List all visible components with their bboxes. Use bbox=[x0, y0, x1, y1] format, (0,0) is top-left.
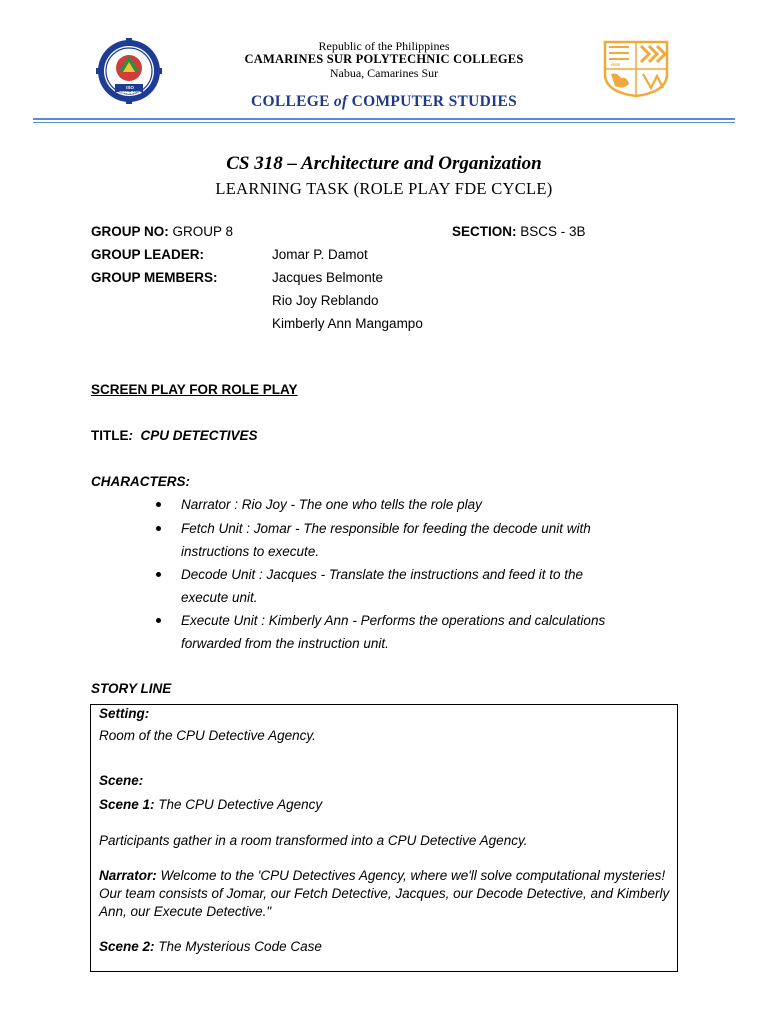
republic-line: Republic of the Philippines bbox=[318, 39, 450, 53]
character-item bbox=[160, 563, 700, 609]
group-member: Jacques Belmonte bbox=[272, 270, 384, 285]
bullet-icon bbox=[156, 618, 161, 623]
rise-label: RISE bbox=[611, 62, 621, 67]
group-no-value: GROUP 8 bbox=[168, 224, 234, 239]
department-name bbox=[0, 93, 768, 111]
section-label: SECTION: bbox=[452, 224, 517, 239]
bullet-icon bbox=[156, 502, 161, 507]
department-pre: COLLEGE bbox=[250, 93, 334, 110]
narrator-row bbox=[99, 867, 673, 921]
character-line: Fetch Unit : Jomar - The responsible for feeding the decode unit with bbox=[181, 521, 591, 536]
group-member: Kimberly Ann Mangampo bbox=[272, 316, 423, 331]
narrator-label: Narrator: bbox=[99, 868, 157, 883]
character-item bbox=[160, 493, 700, 516]
section-row bbox=[452, 224, 586, 239]
group-leader-value: Jomar P. Damot bbox=[272, 247, 368, 262]
setting-text: Room of the CPU Detective Agency. bbox=[99, 728, 316, 743]
narrator-text: Welcome to the 'CPU Detectives Agency, where we'll solve computational mysteries! Our team consists of Jomar, our Fetch Detective, Jacques, our Decode Detective, and Kimberly Ann, our Execute Detective." bbox=[99, 868, 670, 919]
iso-label: ISO 9001:2015 bbox=[119, 85, 141, 95]
scene2-text: The Mysterious Code Case bbox=[154, 939, 322, 954]
college-name: CAMARINES SUR POLYTECHNIC COLLEGES bbox=[244, 52, 524, 66]
header-rule-thin bbox=[33, 122, 735, 123]
character-line-cont: execute unit. bbox=[181, 590, 258, 605]
section-value: BSCS - 3B bbox=[516, 224, 586, 239]
story-line-heading: STORY LINE bbox=[91, 681, 172, 696]
group-member: Rio Joy Reblando bbox=[272, 293, 379, 308]
character-item bbox=[160, 517, 700, 563]
scene2-row bbox=[99, 938, 673, 956]
department-of: of bbox=[333, 93, 348, 110]
course-title: CS 318 – Architecture and Organization bbox=[226, 153, 542, 174]
story-box bbox=[90, 704, 678, 972]
group-leader-label: GROUP LEADER: bbox=[91, 247, 205, 262]
screenplay-heading: SCREEN PLAY FOR ROLE PLAY bbox=[91, 382, 298, 397]
title-label: TITLE bbox=[91, 428, 129, 443]
character-line: Narrator : Rio Joy - The one who tells the role play bbox=[181, 497, 482, 512]
scene-label: Scene: bbox=[99, 773, 144, 788]
scene2-label: Scene 2: bbox=[99, 939, 155, 954]
title-colon: : bbox=[128, 428, 133, 443]
character-line-cont: instructions to execute. bbox=[181, 544, 320, 559]
participants-text: Participants gather in a room transformed into a CPU Detective Agency. bbox=[99, 833, 528, 848]
bullet-icon bbox=[156, 526, 161, 531]
scene1-label: Scene 1: bbox=[99, 797, 155, 812]
title-value: CPU DETECTIVES bbox=[140, 428, 258, 443]
college-location: Nabua, Camarines Sur bbox=[329, 66, 439, 80]
group-members-label: GROUP MEMBERS: bbox=[91, 270, 218, 285]
characters-heading: CHARACTERS: bbox=[91, 474, 190, 489]
task-title: LEARNING TASK (ROLE PLAY FDE CYCLE) bbox=[215, 179, 553, 198]
header-rule-thick bbox=[33, 118, 735, 120]
character-line-cont: forwarded from the instruction unit. bbox=[181, 636, 389, 651]
title-row bbox=[91, 428, 258, 443]
character-line: Decode Unit : Jacques - Translate the instructions and feed it to the bbox=[181, 567, 583, 582]
setting-label: Setting: bbox=[99, 706, 150, 721]
character-item bbox=[160, 609, 700, 655]
bullet-icon bbox=[156, 572, 161, 577]
scene1-row bbox=[99, 796, 673, 814]
group-no-row bbox=[91, 224, 233, 239]
character-line: Execute Unit : Kimberly Ann - Performs the operations and calculations bbox=[181, 613, 606, 628]
department-post: COMPUTER STUDIES bbox=[347, 93, 518, 110]
group-no-label: GROUP NO: bbox=[91, 224, 169, 239]
scene1-text: The CPU Detective Agency bbox=[154, 797, 323, 812]
